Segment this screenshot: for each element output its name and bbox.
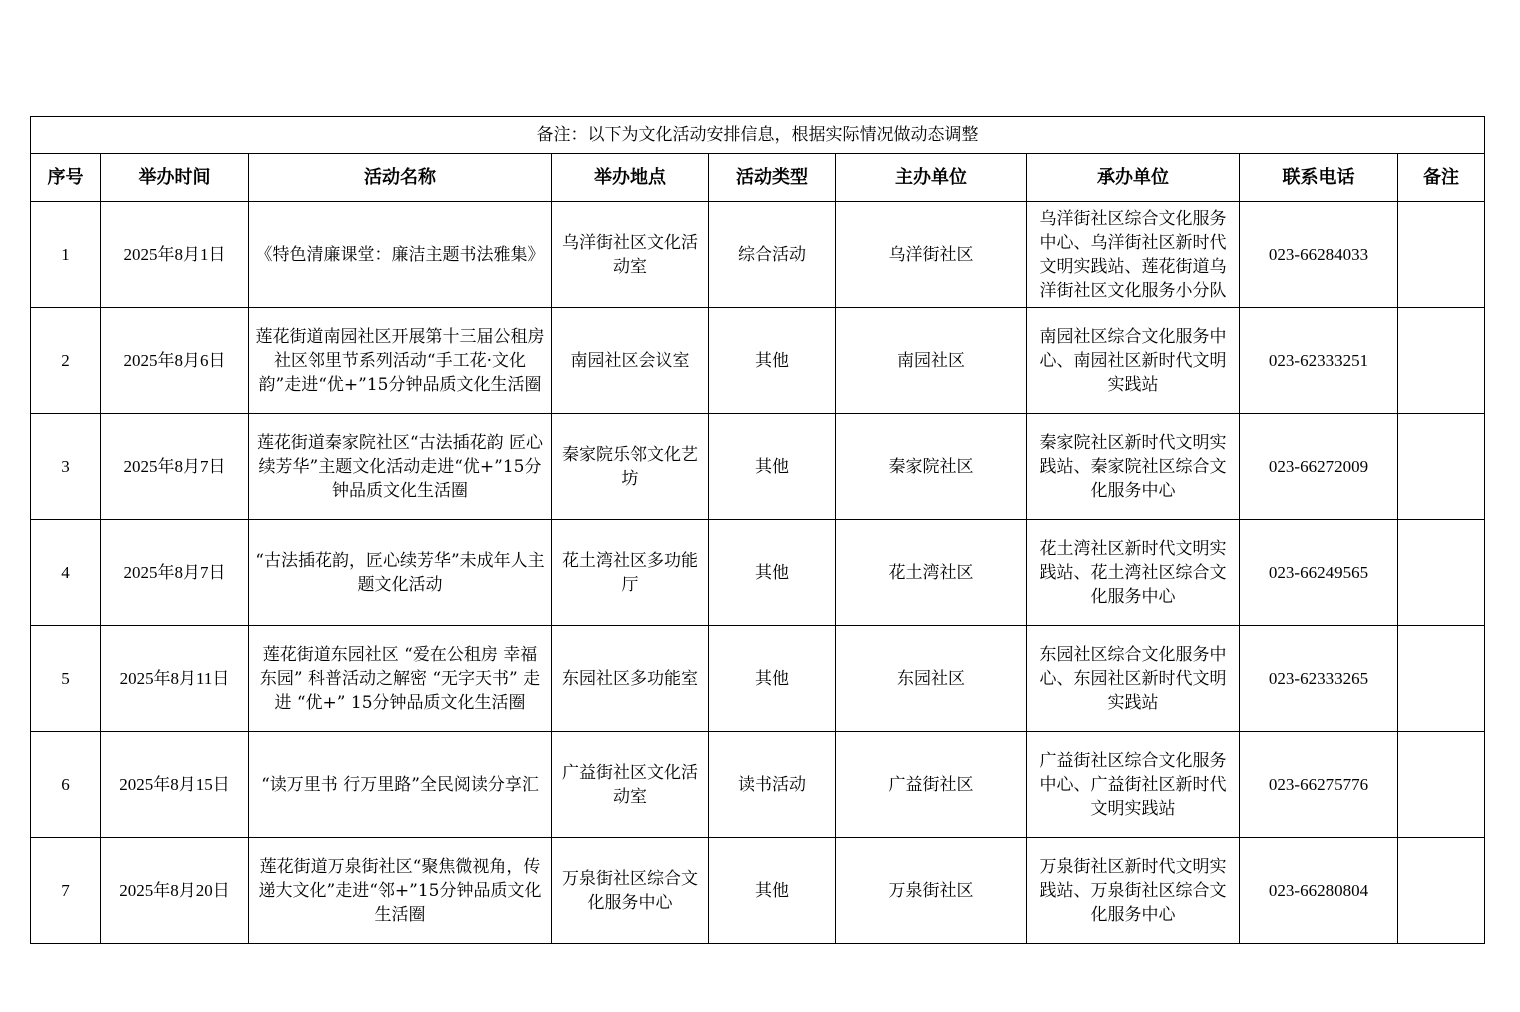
cell-activity-name: “古法插花韵，匠心续芳华”未成年人主题文化活动 xyxy=(249,520,552,626)
cell-organizer: 花土湾社区新时代文明实践站、花土湾社区综合文化服务中心 xyxy=(1027,520,1240,626)
table-row xyxy=(31,520,1485,626)
cell-date: 2025年8月6日 xyxy=(101,308,249,414)
cell-organizer: 乌洋街社区综合文化服务中心、乌洋街社区新时代文明实践站、莲花街道乌洋街社区文化服务小分队 xyxy=(1027,202,1240,308)
cell-no: 6 xyxy=(31,732,101,838)
cell-host: 东园社区 xyxy=(836,626,1027,732)
cell-host: 乌洋街社区 xyxy=(836,202,1027,308)
table-row xyxy=(31,308,1485,414)
cell-type: 读书活动 xyxy=(709,732,836,838)
cell-host: 广益街社区 xyxy=(836,732,1027,838)
cell-date: 2025年8月7日 xyxy=(101,520,249,626)
cell-host: 南园社区 xyxy=(836,308,1027,414)
table-row xyxy=(31,202,1485,308)
header-remark: 备注 xyxy=(1398,154,1485,202)
cell-date: 2025年8月15日 xyxy=(101,732,249,838)
cell-type: 其他 xyxy=(709,626,836,732)
cell-venue: 广益街社区文化活动室 xyxy=(552,732,709,838)
cell-type: 其他 xyxy=(709,838,836,944)
table-row xyxy=(31,838,1485,944)
cell-venue: 东园社区多功能室 xyxy=(552,626,709,732)
header-activity-name: 活动名称 xyxy=(249,154,552,202)
cell-organizer: 南园社区综合文化服务中心、南园社区新时代文明实践站 xyxy=(1027,308,1240,414)
cell-date: 2025年8月20日 xyxy=(101,838,249,944)
cell-no: 4 xyxy=(31,520,101,626)
table-note: 备注：以下为文化活动安排信息，根据实际情况做动态调整 xyxy=(31,117,1485,154)
cell-remark xyxy=(1398,838,1485,944)
cell-venue: 秦家院乐邻文化艺坊 xyxy=(552,414,709,520)
header-type: 活动类型 xyxy=(709,154,836,202)
cell-organizer: 万泉街社区新时代文明实践站、万泉街社区综合文化服务中心 xyxy=(1027,838,1240,944)
cell-activity-name: 莲花街道东园社区 “爱在公租房 幸福东园” 科普活动之解密 “无字天书” 走进 “优+” 15分钟品质文化生活圈 xyxy=(249,626,552,732)
cell-no: 1 xyxy=(31,202,101,308)
cell-remark xyxy=(1398,308,1485,414)
cell-date: 2025年8月1日 xyxy=(101,202,249,308)
cell-remark xyxy=(1398,414,1485,520)
header-venue: 举办地点 xyxy=(552,154,709,202)
note-row xyxy=(31,117,1485,154)
cell-venue: 乌洋街社区文化活动室 xyxy=(552,202,709,308)
cell-type: 其他 xyxy=(709,520,836,626)
header-host: 主办单位 xyxy=(836,154,1027,202)
cell-activity-name: 莲花街道万泉街社区“聚焦微视角，传递大文化”走进“邻+”15分钟品质文化生活圈 xyxy=(249,838,552,944)
cell-type: 综合活动 xyxy=(709,202,836,308)
cell-remark xyxy=(1398,520,1485,626)
cell-activity-name: 《特色清廉课堂：廉洁主题书法雅集》 xyxy=(249,202,552,308)
cell-phone: 023-66272009 xyxy=(1240,414,1398,520)
cell-no: 5 xyxy=(31,626,101,732)
cell-activity-name: “读万里书 行万里路”全民阅读分享汇 xyxy=(249,732,552,838)
cell-phone: 023-62333251 xyxy=(1240,308,1398,414)
activity-schedule-table xyxy=(30,116,1485,944)
cell-organizer: 东园社区综合文化服务中心、东园社区新时代文明实践站 xyxy=(1027,626,1240,732)
cell-date: 2025年8月7日 xyxy=(101,414,249,520)
cell-date: 2025年8月11日 xyxy=(101,626,249,732)
header-no: 序号 xyxy=(31,154,101,202)
header-phone: 联系电话 xyxy=(1240,154,1398,202)
cell-no: 7 xyxy=(31,838,101,944)
header-organizer: 承办单位 xyxy=(1027,154,1240,202)
cell-phone: 023-62333265 xyxy=(1240,626,1398,732)
cell-type: 其他 xyxy=(709,414,836,520)
cell-organizer: 广益街社区综合文化服务中心、广益街社区新时代文明实践站 xyxy=(1027,732,1240,838)
cell-phone: 023-66284033 xyxy=(1240,202,1398,308)
cell-venue: 花土湾社区多功能厅 xyxy=(552,520,709,626)
header-row xyxy=(31,154,1485,202)
cell-phone: 023-66249565 xyxy=(1240,520,1398,626)
cell-venue: 万泉街社区综合文化服务中心 xyxy=(552,838,709,944)
cell-phone: 023-66280804 xyxy=(1240,838,1398,944)
cell-host: 花土湾社区 xyxy=(836,520,1027,626)
cell-organizer: 秦家院社区新时代文明实践站、秦家院社区综合文化服务中心 xyxy=(1027,414,1240,520)
cell-host: 秦家院社区 xyxy=(836,414,1027,520)
table-row xyxy=(31,414,1485,520)
cell-no: 3 xyxy=(31,414,101,520)
cell-no: 2 xyxy=(31,308,101,414)
cell-phone: 023-66275776 xyxy=(1240,732,1398,838)
cell-host: 万泉街社区 xyxy=(836,838,1027,944)
cell-activity-name: 莲花街道南园社区开展第十三届公租房社区邻里节系列活动“手工花·文化韵”走进“优+”15分钟品质文化生活圈 xyxy=(249,308,552,414)
table-row xyxy=(31,626,1485,732)
table-row xyxy=(31,732,1485,838)
cell-activity-name: 莲花街道秦家院社区“古法插花韵 匠心续芳华”主题文化活动走进“优+”15分钟品质文化生活圈 xyxy=(249,414,552,520)
cell-remark xyxy=(1398,626,1485,732)
cell-remark xyxy=(1398,732,1485,838)
cell-type: 其他 xyxy=(709,308,836,414)
cell-venue: 南园社区会议室 xyxy=(552,308,709,414)
header-date: 举办时间 xyxy=(101,154,249,202)
cell-remark xyxy=(1398,202,1485,308)
